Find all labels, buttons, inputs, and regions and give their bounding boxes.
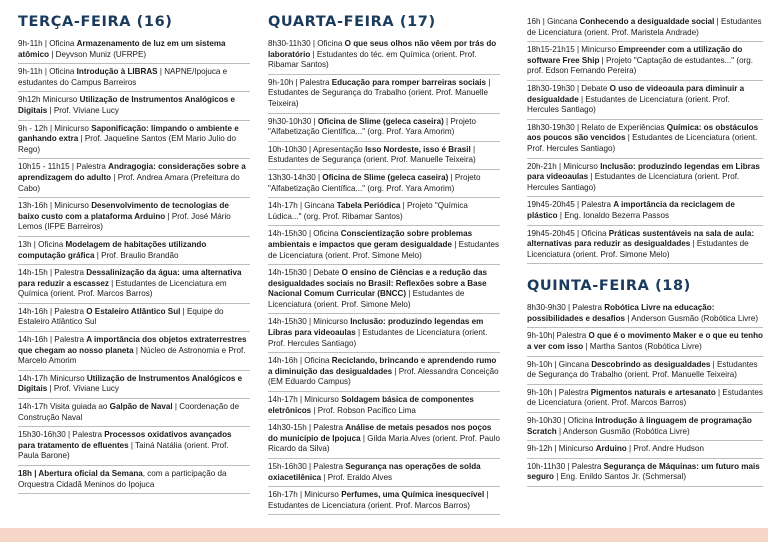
event-pre: 18h30-19h30 | Debate: [527, 83, 610, 93]
event-bold: Descobrindo as desigualdades: [591, 359, 711, 369]
event-item: [527, 459, 763, 487]
event-pre: 8h30-9h30 | Palestra: [527, 303, 605, 313]
event-post: | Estudantes de Segurança do Trabalho (orient. Prof. Manuelle Teixeira): [268, 77, 491, 108]
event-pre: 9h-10h| Palestra: [527, 331, 589, 341]
event-bold: Pigmentos naturais e artesanato: [590, 387, 716, 397]
event-item: [268, 487, 500, 515]
event-pre: 9h-11h | Oficina: [18, 39, 77, 48]
event-bold: Conhecendo a desigualdade social: [579, 17, 715, 26]
event-bold: Tabela Periódica: [336, 201, 401, 211]
event-post: | Deyvson Muniz (UFRPE): [49, 49, 147, 59]
event-item: [18, 332, 250, 371]
event-post: | Gilda Maria Alves (orient. Prof. Paulo Ricardo da Silva): [268, 433, 500, 454]
event-pre: 10h15 - 11h15 | Palestra: [18, 162, 109, 172]
event-post: | Prof. José Mário Lemos (IFPE Barreiros): [18, 211, 231, 232]
footer-band: [0, 528, 768, 542]
event-pre: 20h-21h | Minicurso: [527, 161, 601, 171]
event-bold: Arduino: [595, 444, 627, 454]
event-bold: O Estaleiro Atlântico Sul: [86, 306, 181, 316]
event-post: | Estudantes de Licenciatura (orient. Prof. Hercules Santiago): [527, 172, 740, 192]
event-pre: 10h-10h30 | Apresentação: [268, 144, 366, 154]
event-pre: 19h45-20h45 | Palestra: [527, 200, 614, 210]
event-pre: 14h-17h Minicurso: [18, 373, 87, 383]
event-bold: Oficina de Slime (geleca caseira): [322, 172, 449, 182]
event-pre: 16h-17h | Minicurso: [268, 490, 342, 500]
event-post: | Estudantes de Licenciatura (orient. Prof. Simone Melo): [268, 239, 500, 260]
event-bold: Introdução à LIBRAS: [76, 67, 158, 77]
event-pre: 14h-17h | Gincana: [268, 201, 337, 211]
event-item: [527, 197, 763, 225]
event-pre: 9h-10h30 | Oficina: [527, 416, 596, 426]
event-post: | Estudantes de Licenciatura (orient. Prof. Marcos Barros): [527, 387, 763, 408]
event-item: [268, 198, 500, 226]
event-bold: Modelagem de habitações utilizando computação gráfica: [18, 239, 207, 260]
event-item: [268, 170, 500, 198]
event-pre: 10h-11h30 | Palestra: [527, 461, 604, 471]
event-bold: Andragogia: considerações sobre a aprendizagem do adulto: [18, 162, 246, 182]
event-bold: Galpão de Naval: [109, 402, 173, 412]
event-pre: 14h-15h30 | Minicurso: [268, 317, 351, 327]
event-list: [18, 36, 250, 494]
event-post: | Tainá Natália (orient. Prof. Paula Barone): [18, 440, 229, 461]
event-bold: Saponificação: limpando o ambiente e ganhando extra: [18, 123, 239, 144]
event-post: | Prof. Andrea Amara (Prefeitura do Cabo): [18, 172, 240, 193]
event-item: [527, 81, 763, 120]
day-heading: QUINTA-FEIRA (18): [527, 278, 691, 295]
event-bold: Análise de metais pesados nos poços do município de Ipojuca: [268, 423, 492, 443]
event-item: [18, 64, 250, 92]
event-post: | Estudantes de Segurança do Trabalho (orient. Prof. Manuelle Teixeira): [527, 359, 758, 380]
event-item: [268, 36, 500, 75]
event-post: | Estudantes de Licenciatura (orient. Prof. Simone Melo): [527, 239, 749, 259]
event-pre: 18h15-21h15 | Minicurso: [527, 45, 619, 55]
event-item: [18, 466, 250, 494]
event-bold: Conscientização sobre problemas ambientais e impactos que geram desigualdade: [268, 229, 473, 249]
event-item: [268, 142, 500, 170]
event-post: | Estudantes de Licenciatura (orient. Prof. Maristela Andrade): [527, 17, 762, 37]
event-post: | Prof. Jaqueline Santos (EM Mario Julio do Rego): [18, 134, 237, 154]
event-post: | Estudantes de Licenciatura (orient. Prof. Simone Melo): [268, 289, 465, 309]
event-pre: 14h-15h30 | Oficina: [268, 229, 341, 239]
event-item: [18, 92, 250, 120]
day-heading: TERÇA-FEIRA (16): [18, 14, 173, 30]
event-item: [527, 42, 763, 81]
event-item: [18, 159, 250, 198]
event-bold: Química: os obstáculos aos poucos são vencidos: [527, 122, 759, 143]
event-pre: 9h-12h | Minicurso: [527, 444, 596, 454]
event-post: | Projeto "Alfabetização Científica..." (org. Prof. Yara Amorim): [268, 172, 481, 193]
event-bold: Desenvolvimento de tecnologias de baixo custo com a plataforma Arduino: [18, 201, 229, 221]
day-heading: QUARTA-FEIRA (17): [268, 14, 436, 30]
event-pre: 14h-17h | Minicurso: [268, 395, 342, 405]
event-bold: Processos oxidativos avançados para tratamento de efluentes: [18, 430, 232, 450]
event-pre: 13h30-14h30 |: [268, 172, 323, 182]
event-item: [18, 427, 250, 466]
event-post: | Anderson Gusmão (Robótica Livre): [556, 426, 690, 436]
event-bold: Utilização de Instrumentos Analógicos e Digitais: [18, 95, 235, 115]
event-post: | Estudantes de Licenciatura (orient. Prof. Marcos Barros): [268, 490, 489, 510]
event-item: [527, 300, 763, 328]
event-item: [18, 237, 250, 265]
event-post: | Anderson Gusmão (Robótica Livre): [625, 313, 759, 323]
event-post: | Prof. Viviane Lucy: [47, 384, 119, 394]
event-item: [268, 314, 500, 353]
event-post: , com a participação da Orquestra Cidadã Meninos do Ipojuca: [18, 469, 227, 489]
event-pre: 9h-11h | Oficina: [18, 67, 77, 77]
event-post: | Eng. Enildo Santos Jr. (Schmersal): [554, 472, 687, 482]
event-item: [527, 120, 763, 159]
event-bold: Soldagem básica de componentes eletrônicos: [268, 395, 474, 415]
event-pre: 9h - 12h | Minicurso: [18, 123, 92, 133]
event-pre: 13h | Oficina: [18, 239, 66, 249]
event-item: [18, 36, 250, 64]
column-wednesday: [268, 0, 500, 515]
event-bold: Oficina de Slime (geleca caseira): [317, 116, 444, 126]
event-bold: O ensino de Ciências e a redução das desigualdades sociais no Brasil: Reflexões sobre a Base Nacional Comum Curricular (BNCC): [268, 268, 487, 299]
event-pre: 14h-16h | Palestra: [18, 306, 87, 316]
event-post: | Eng. Ionaldo Bezerra Passos: [557, 210, 670, 220]
event-bold: A importância da reciclagem de plástico: [527, 200, 735, 220]
event-pre: 9h-10h | Palestra: [268, 77, 332, 87]
event-item: [18, 399, 250, 427]
event-item: [18, 265, 250, 304]
event-bold: O que seus olhos não vêem por trás do laboratório: [268, 39, 497, 59]
event-item: [268, 265, 500, 314]
event-bold: O que é o movimento Maker e o que eu tenho a ver com isso: [527, 331, 763, 352]
event-post: | Projeto "Alfabetização Científica..." (org. Prof. Yara Amorim): [268, 116, 477, 137]
event-bold: A importância dos objetos extraterrestres que chegam ao nosso planeta: [18, 335, 247, 355]
event-post: | Prof. Viviane Lucy: [47, 105, 119, 115]
event-post: | Projeto "Química Lúdica..." (org. Prof. Ribamar Santos): [268, 201, 468, 221]
event-pre: 14h30-15h | Palestra: [268, 423, 346, 433]
event-bold: Educação para romper barreiras sociais: [331, 77, 487, 87]
event-bold: Perfumes, uma Química inesquecível: [341, 490, 485, 500]
column-tuesday: [18, 0, 250, 494]
event-bold: Empreender com a utilização do software Free Ship: [527, 45, 743, 65]
event-pre: 14h-16h | Palestra: [18, 335, 87, 345]
event-pre: 9h30-10h30 |: [268, 116, 318, 126]
event-bold: Dessalinização da água: uma alternativa para reduzir a escassez: [18, 268, 242, 288]
event-pre: 14h-17h Visita guiada ao: [18, 402, 110, 412]
event-bold: Isso Nordeste, isso é Brasil: [365, 144, 471, 154]
event-bold: Utilização de Instrumentos Analógicos e Digitais: [18, 373, 243, 394]
event-pre: 9h-10h | Gincana: [527, 359, 592, 369]
event-item: [527, 226, 763, 265]
event-post: | Equipe do Estaleiro Atlântico Sul: [18, 306, 224, 327]
event-bold: Reciclando, brincando e aprendendo rumo a diminuição das desigualdades: [268, 356, 497, 376]
event-bold: Práticas sustentáveis na sala de aula: alternativas para reduzir as desigualdades: [527, 228, 755, 249]
event-pre: 16h | Gincana: [527, 17, 580, 26]
event-pre: 19h45-20h45 | Oficina: [527, 228, 609, 238]
event-post: | NAPNE/Ipojuca e estudantes do Campus Barreiros: [18, 67, 228, 87]
event-item: [268, 392, 500, 420]
event-pre: 15h-16h30 | Palestra: [268, 462, 346, 471]
event-bold: 18h | Abertura oficial da Semana: [18, 469, 143, 478]
event-post: | Estudantes de Licenciatura (orient. Prof. Hercules Santiago): [527, 133, 758, 153]
event-item: [527, 357, 763, 385]
event-post: | Martha Santos (Robótica Livre): [583, 342, 702, 352]
event-item: [268, 75, 500, 114]
event-list: [527, 300, 763, 487]
event-item: [527, 385, 763, 413]
event-item: [18, 198, 250, 237]
event-pre: 18h30-19h30 | Relato de Experiências: [527, 122, 667, 132]
column-wednesday-cont-thursday: [527, 0, 763, 487]
event-post: | Coordenação de Construção Naval: [18, 402, 240, 422]
event-post: | Estudantes do téc. em Química (orient. Prof. Ribamar Santos): [268, 49, 477, 70]
event-item: [18, 371, 250, 399]
event-bold: Inclusão: produzindo legendas em Libras para videoaulas: [527, 161, 760, 182]
event-post: | Prof. Robson Pacífico Lima: [311, 405, 416, 415]
event-pre: 14h-15h | Palestra: [18, 268, 87, 278]
event-item: [527, 328, 763, 356]
event-item: [527, 441, 763, 459]
event-item: [268, 353, 500, 392]
event-post: | Prof. Andre Hudson: [626, 444, 704, 454]
event-bold: O uso de videoaula para diminuir a desigualdade: [527, 83, 745, 104]
event-item: [527, 159, 763, 198]
event-item: [268, 420, 500, 459]
event-pre: 14h-15h30 | Debate: [268, 268, 342, 278]
event-bold: Robótica Livre na educação: possibilidades e desafios: [527, 303, 715, 323]
event-item: [268, 114, 500, 142]
event-pre: 13h-16h | Minicurso: [18, 201, 92, 211]
event-bold: Segurança de Máquinas: um futuro mais seguro: [527, 461, 760, 482]
event-post: | Estudantes de Licenciatura em Química (orient. Prof. Marcos Barros): [18, 278, 227, 299]
event-bold: Introdução à linguagem de programação Scratch: [527, 416, 752, 436]
event-pre: 14h-16h | Oficina: [268, 356, 332, 366]
event-pre: 9h12h Minicurso: [18, 95, 80, 105]
event-list: [268, 36, 500, 515]
event-bold: Armazenamento de luz em um sistema atômico: [18, 39, 226, 59]
event-pre: 9h-10h | Palestra: [527, 387, 591, 397]
event-post: | Prof. Eraldo Alves: [321, 472, 393, 482]
event-pre: 8h30-11h30 | Oficina: [268, 39, 345, 48]
event-item: [268, 226, 500, 265]
event-post: | Prof. Alessandra Conceição (EM Eduardo Campus): [268, 366, 499, 387]
event-post: | Projeto "Captação de estudantes..." (org. prof. Edson Fernando Pereira): [527, 55, 754, 76]
event-item: [527, 14, 763, 42]
event-post: | Estudantes de Segurança (orient. Prof. Manuelle Teixeira): [268, 144, 476, 165]
event-post: | Núcleo de Astronomia e Prof. Marcelo Amorim: [18, 345, 246, 366]
event-post: | Estudantes de Licenciatura (orient. Prof. Hercules Santiago): [268, 328, 488, 348]
event-post: | Estudantes de Licenciatura (orient. Prof. Hercules Santiago): [527, 94, 730, 115]
event-pre: 15h30-16h30 | Palestra: [18, 430, 105, 440]
event-item: [527, 413, 763, 441]
event-post: | Prof. Braulio Brandão: [94, 250, 179, 260]
event-list: [527, 14, 763, 264]
event-item: [18, 304, 250, 332]
event-bold: Inclusão: produzindo legendas em Libras para videoaulas: [268, 317, 484, 338]
event-bold: Segurança nas operações de solda oxiacetilênica: [268, 462, 481, 482]
event-item: [268, 459, 500, 487]
event-item: [18, 121, 250, 160]
